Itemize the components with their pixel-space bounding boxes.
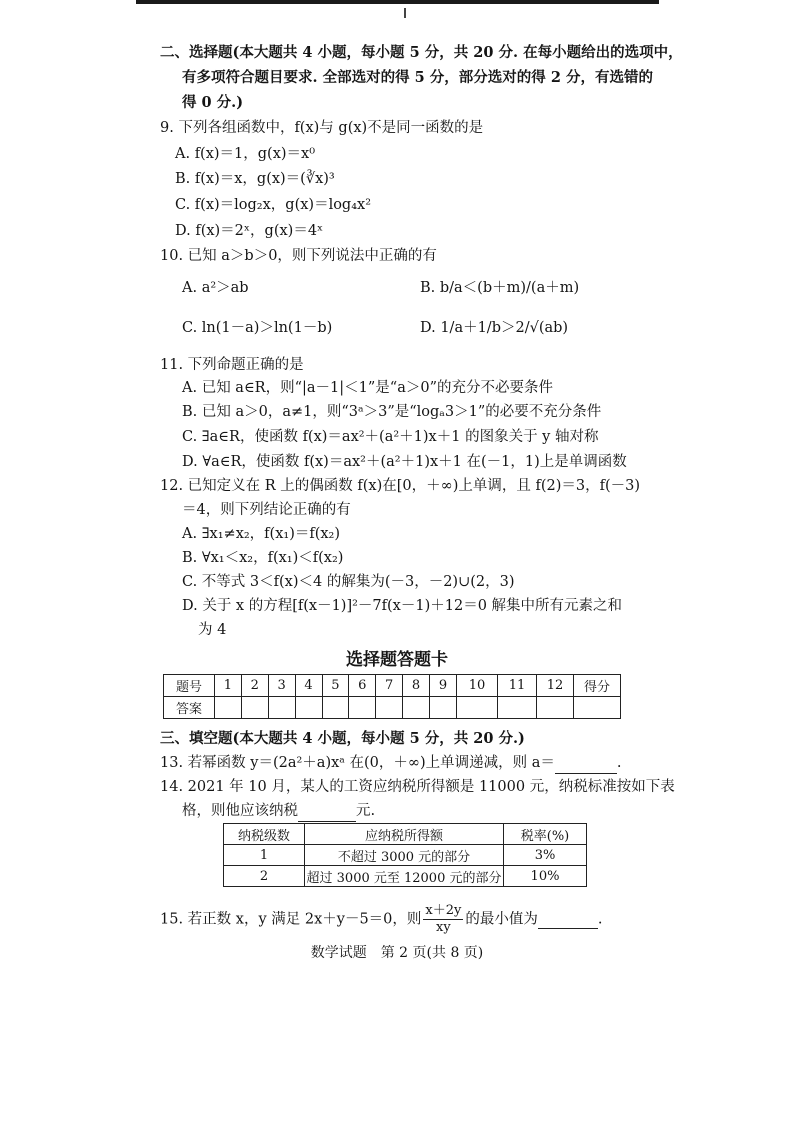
- table-row: [224, 845, 587, 866]
- tax-cell-income: 不超过 3000 元的部分: [305, 845, 504, 866]
- q12-option-b: B. ∀x₁＜x₂，f(x₁)＜f(x₂): [182, 550, 344, 566]
- answer-card-row2-label: 答案: [164, 697, 215, 719]
- tax-cell-level: 2: [224, 866, 305, 887]
- q15-denominator: xy: [436, 920, 451, 935]
- answer-card-number: 4: [295, 675, 322, 697]
- answer-card-number-row: [164, 675, 621, 697]
- answer-card-number: 10: [457, 675, 498, 697]
- answer-card-number: 2: [241, 675, 268, 697]
- tax-cell-rate: 10%: [504, 866, 587, 887]
- answer-cell[interactable]: [349, 697, 376, 719]
- q11-stem: 11. 下列命题正确的是: [160, 357, 304, 373]
- q10-option-d: D. 1/a＋1/b＞2/√(ab): [420, 320, 569, 336]
- answer-card-number: 5: [322, 675, 349, 697]
- q13-end: .: [616, 755, 622, 771]
- tax-table-header-row: [224, 824, 587, 845]
- q12-option-d-line1: D. 关于 x 的方程[f(x－1)]²－7f(x－1)＋12＝0 解集中所有元素之和: [182, 598, 623, 614]
- answer-cell[interactable]: [498, 697, 537, 719]
- tax-header-rate: 税率(%): [504, 824, 587, 845]
- q9-option-d: D. f(x)＝2ˣ，g(x)＝4ˣ: [175, 223, 324, 239]
- tax-header-income: 应纳税所得额: [305, 824, 504, 845]
- answer-card-number: 11: [498, 675, 537, 697]
- answer-cell[interactable]: [537, 697, 574, 719]
- q10-option-a: A. a²＞ab: [182, 280, 249, 296]
- answer-cell[interactable]: [215, 697, 242, 719]
- answer-cell[interactable]: [295, 697, 322, 719]
- q10-stem: 10. 已知 a＞b＞0，则下列说法中正确的有: [160, 248, 437, 264]
- section2-header-line1: 二、选择题(本大题共 4 小题，每小题 5 分，共 20 分. 在每小题给出的选项中，: [160, 44, 683, 61]
- q15-text-pre: 15. 若正数 x，y 满足 2x＋y－5＝0，则: [160, 911, 422, 928]
- answer-card-row1-label: 题号: [164, 675, 215, 697]
- q11-option-d: D. ∀a∈R，使函数 f(x)＝ax²＋(a²＋1)x＋1 在(－1，1)上是单调函数: [182, 454, 627, 470]
- q14-text-pre: 格，则他应该纳税: [182, 803, 298, 819]
- answer-cell[interactable]: [457, 697, 498, 719]
- tax-cell-income: 超过 3000 元至 12000 元的部分: [305, 866, 504, 887]
- q13-text: 13. 若幂函数 y＝(2a²＋a)xᵃ 在(0，＋∞)上单调递减，则 a＝: [160, 755, 555, 771]
- answer-cell[interactable]: [403, 697, 430, 719]
- q15-numerator: x＋2y: [425, 903, 462, 918]
- answer-card-title: 选择题答题卡: [346, 650, 448, 670]
- answer-card-number: 9: [430, 675, 457, 697]
- answer-card-score-label: 得分: [574, 675, 621, 697]
- tax-cell-rate: 3%: [504, 845, 587, 866]
- answer-card-number: 12: [537, 675, 574, 697]
- q12-option-c: C. 不等式 3＜f(x)＜4 的解集为(－3，－2)∪(2，3): [182, 574, 515, 590]
- q11-option-c: C. ∃a∈R，使函数 f(x)＝ax²＋(a²＋1)x＋1 的图象关于 y 轴对称: [182, 429, 599, 445]
- q15-text-post: 的最小值为: [465, 911, 538, 928]
- answer-cell[interactable]: [322, 697, 349, 719]
- answer-cell[interactable]: [268, 697, 295, 719]
- q15-answer-blank[interactable]: [538, 912, 598, 929]
- q15-fraction: [423, 903, 463, 936]
- q9-option-c: C. f(x)＝log₂x，g(x)＝log₄x²: [175, 197, 372, 213]
- answer-card-number: 6: [349, 675, 376, 697]
- section2-header-line3: 得 0 分.): [182, 94, 244, 111]
- answer-card-number: 1: [215, 675, 242, 697]
- q9-option-b: B. f(x)＝x，g(x)＝(∛x)³: [175, 171, 335, 187]
- top-tick-mark: [404, 8, 406, 18]
- q9-stem: 9. 下列各组函数中，f(x)与 g(x)不是同一函数的是: [160, 120, 484, 136]
- q14-text-post: 元.: [356, 803, 376, 819]
- q11-option-b: B. 已知 a＞0，a≠1，则“3ᵃ＞3”是“logₐ3＞1”的必要不充分条件: [182, 404, 602, 420]
- q9-option-a: A. f(x)＝1，g(x)＝x⁰: [175, 146, 316, 162]
- section2-header-line2: 有多项符合题目要求. 全部选对的得 5 分，部分选对的得 2 分，有选错的: [182, 69, 653, 86]
- answer-card-table: [163, 674, 621, 719]
- answer-cell[interactable]: [241, 697, 268, 719]
- answer-card-number: 7: [376, 675, 403, 697]
- answer-card-number: 8: [403, 675, 430, 697]
- q10-option-c: C. ln(1－a)＞ln(1－b): [182, 320, 333, 336]
- q15-end: .: [597, 911, 603, 928]
- answer-card-number: 3: [268, 675, 295, 697]
- score-cell[interactable]: [574, 697, 621, 719]
- q13-line: [160, 753, 621, 774]
- top-border-line: [136, 0, 659, 4]
- answer-cell[interactable]: [376, 697, 403, 719]
- section3-header: 三、填空题(本大题共 4 小题，每小题 5 分，共 20 分.): [160, 730, 525, 747]
- page-footer: 数学试题 第 2 页(共 8 页): [310, 945, 484, 961]
- tax-table: [223, 823, 587, 887]
- table-row: [224, 866, 587, 887]
- q14-line2: [182, 801, 375, 822]
- q14-answer-blank[interactable]: [298, 801, 356, 822]
- q15-line: [160, 903, 602, 936]
- tax-cell-level: 1: [224, 845, 305, 866]
- q12-stem-line2: ＝4，则下列结论正确的有: [182, 502, 351, 518]
- tax-header-level: 纳税级数: [224, 824, 305, 845]
- answer-cell[interactable]: [430, 697, 457, 719]
- q12-stem-line1: 12. 已知定义在 R 上的偶函数 f(x)在[0，＋∞)上单调，且 f(2)＝3，f(－3): [160, 478, 641, 494]
- answer-card-answer-row: [164, 697, 621, 719]
- q12-option-d-line2: 为 4: [198, 622, 227, 638]
- q14-line1: 14. 2021 年 10 月，某人的工资应纳税所得额是 11000 元，纳税标准按如下表: [160, 779, 675, 795]
- q13-answer-blank[interactable]: [555, 753, 617, 774]
- q10-option-b: B. b/a＜(b＋m)/(a＋m): [420, 280, 580, 296]
- q12-option-a: A. ∃x₁≠x₂，f(x₁)＝f(x₂): [182, 526, 341, 542]
- q11-option-a: A. 已知 a∈R，则“|a－1|＜1”是“a＞0”的充分不必要条件: [182, 380, 553, 396]
